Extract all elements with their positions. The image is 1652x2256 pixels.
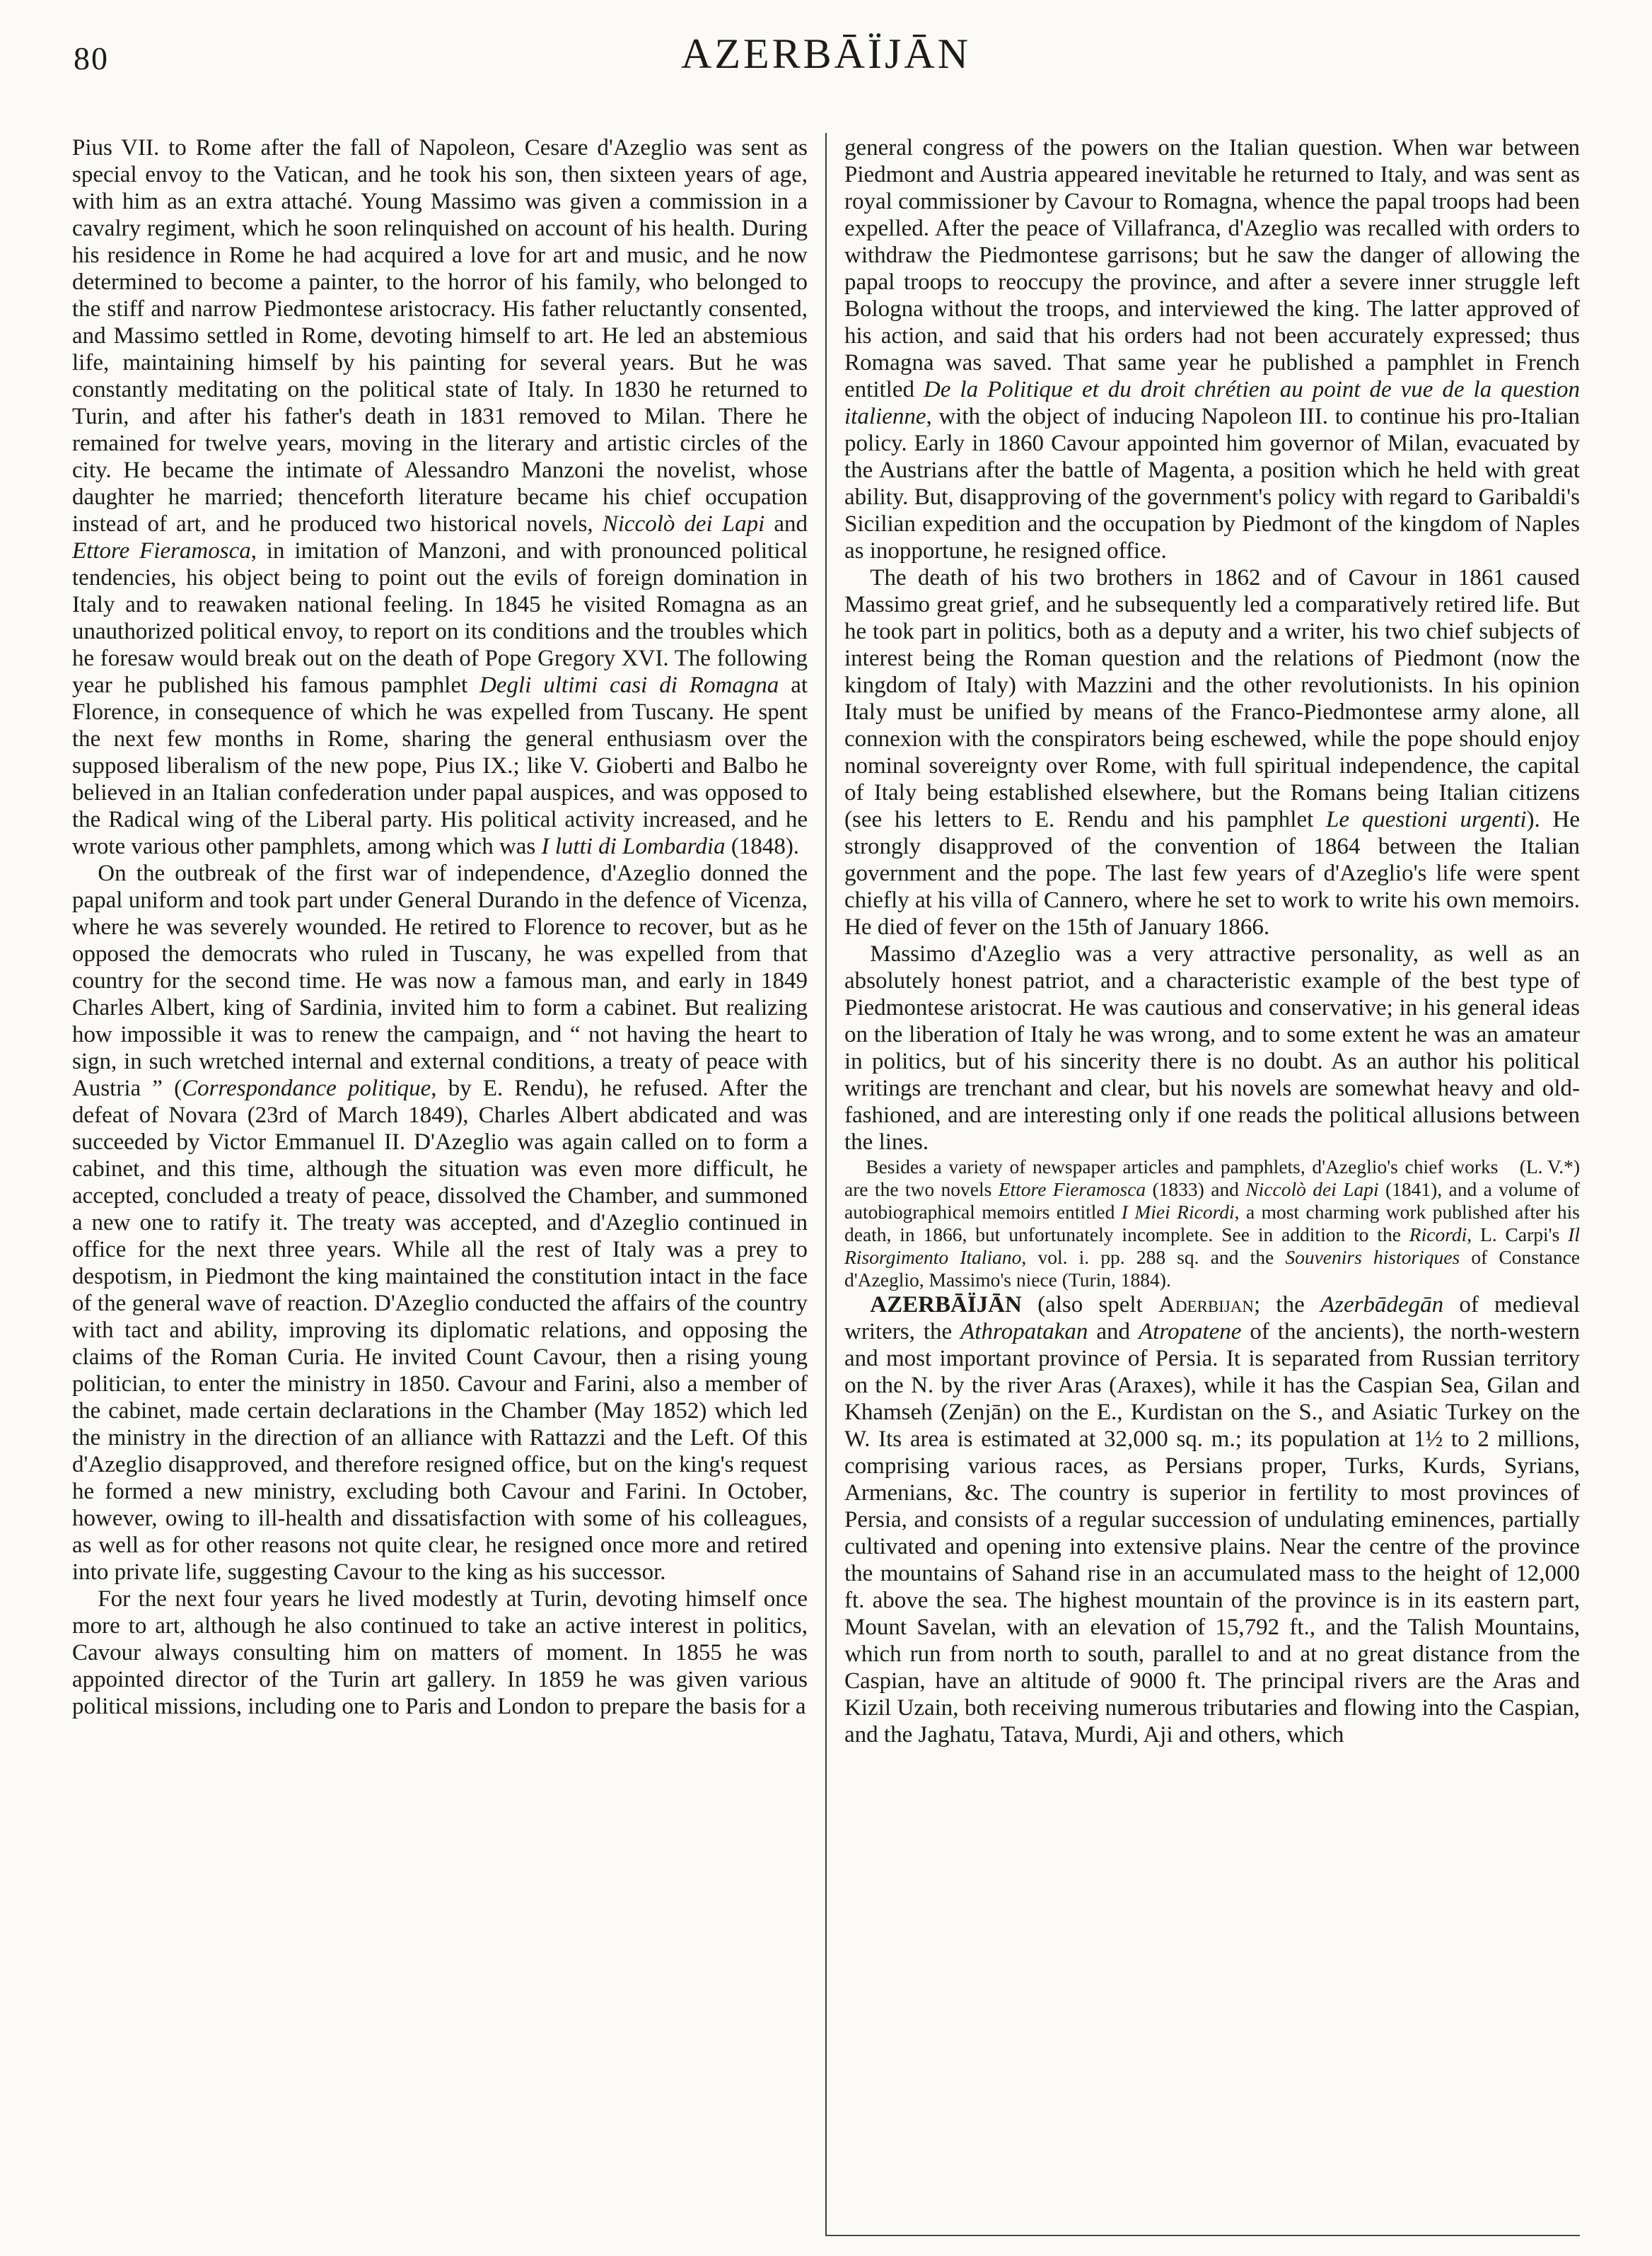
page-title: AZERBĀÏJĀN [681, 30, 971, 77]
paragraph: Pius VII. to Rome after the fall of Napoleon, Cesare d'Azeglio was sent as special envoy to the Vatican, and he took his son, then sixteen years of age, with him as an extra attaché. Young Massimo was given a commission in a cavalry regiment, which he soon relinquished on account of his health. During his residence in Rome he had acquired a love for art and music, and he now determined to become a painter, to the horror of his family, who belonged to the stiff and narrow Piedmontese aristocracy. His father reluctantly consented, and Massimo settled in Rome, devoting himself to art. He led an abstemious life, maintaining himself by his painting for several years. But he was constantly meditating on the political state of Italy. In 1830 he returned to Turin, and after his father's death in 1831 removed to Milan. There he remained for twelve years, moving in the literary and artistic circles of the city. He became the intimate of Alessandro Manzoni the novelist, whose daughter he married; thenceforth literature became his chief occupation instead of art, and he produced two historical novels, Niccolò dei Lapi and Ettore Fieramosca, in imitation of Manzoni, and with pronounced political tendencies, his object being to point out the evils of foreign domination in Italy and to reawaken national feeling. In 1845 he visited Romagna as an unauthorized political envoy, to report on its conditions and the troubles which he foresaw would break out on the death of Pope Gregory XVI. The following year he published his famous pamphlet Degli ultimi casi di Romagna at Florence, in consequence of which he was expelled from Tuscany. He spent the next few months in Rome, sharing the general enthusiasm over the supposed liberalism of the new pope, Pius IX.; like V. Gioberti and Balbo he believed in an Italian confederation under papal auspices, and was opposed to the Radical wing of the Liberal party. His political activity increased, and he wrote various other pamphlets, among which was I lutti di Lombardia (1848). [72, 135, 808, 859]
entry-paragraph-azerbaijan: AZERBĀÏJĀN (also spelt Aderbijan; the Azerbādegān of medieval writers, the Athropatakan and Atropatene of the ancients), the north-western and most important province of Persia. It is separated from Russian territory on the N. by the river Aras (Araxes), while it has the Caspian Sea, Gilan and Khamseh (Zenjān) on the E., Kurdistan on the S., and Asiatic Turkey on the W. Its area is estimated at 32,000 sq. m.; its population at 1½ to 2 millions, comprising various races, as Persians proper, Turks, Kurds, Syrians, Armenians, &c. The country is superior in fertility to most provinces of Persia, and consists of a regular succession of undulating eminences, partially cultivated and opening into extensive plains. Near the centre of the province the mountains of Sahand rise in an accumulated mass to the height of 12,000 ft. above the sea. The highest mountain of the province is in its eastern part, Mount Savelan, with an elevation of 15,792 ft., and the Talish Mountains, which run from north to south, parallel to and at no great distance from the Caspian, have an altitude of 9000 ft. The principal rivers are the Aras and Kizil Uzain, both receiving numerous tributaries and flowing into the Caspian, and the Jaghatu, Tatava, Murdi, Aji and others, which [844, 1292, 1581, 1748]
paragraph: Massimo d'Azeglio was a very attractive personality, as well as an absolutely honest patriot, and a characteristic example of the best type of Piedmontese aristocrat. He was cautious and conservative; in his general ideas on the liberation of Italy he was wrong, and to some extent he was an amateur in politics, but of his sincerity there is no doubt. As an author his political writings are trenchant and clear, but his novels are somewhat heavy and old-fashioned, and are interesting only if one reads the political allusions between the lines. [844, 941, 1580, 1155]
author-signature: (L. V.*) [1519, 1156, 1580, 1178]
paragraph: The death of his two brothers in 1862 and of Cavour in 1861 caused Massimo great grief, and he subsequently led a comparatively retired life. But he took part in politics, both as a deputy and a writer, his two chief subjects of interest being the Roman question and the relations of Piedmont (now the kingdom of Italy) with Mazzini and the other revolutionists. In his opinion Italy must be unified by means of the Franco-Piedmontese army alone, all connexion with the conspirators being eschewed, while the pope should enjoy nominal sovereignty over Rome, with full spiritual independence, the capital of Italy being established elsewhere, but the Romans being Italian citizens (see his letters to E. Rendu and his pamphlet Le questioni urgenti). He strongly disapproved of the convention of 1864 between the Italian government and the pope. The last few years of d'Azeglio's life were spent chiefly at his villa of Cannero, where he set to work to write his own memoirs. He died of fever on the 15th of January 1866. [844, 565, 1580, 940]
page-number: 80 [74, 40, 109, 76]
right-column [844, 134, 1580, 1748]
paragraph: On the outbreak of the first war of independence, d'Azeglio donned the papal uniform and took part under General Durando in the defence of Vicenza, where he was severely wounded. He retired to Florence to recover, but as he opposed the democrats who ruled in Tuscany, he was expelled from that country for the second time. He was now a famous man, and early in 1849 Charles Albert, king of Sardinia, invited him to form a cabinet. But realizing how impossible it was to renew the campaign, and “ not having the heart to sign, in such wretched internal and external conditions, a treaty of peace with Austria ” (Correspondance politique, by E. Rendu), he refused. After the defeat of Novara (23rd of March 1849), Charles Albert abdicated and was succeeded by Victor Emmanuel II. D'Azeglio was again called on to form a cabinet, and this time, although the situation was even more difficult, he accepted, concluded a treaty of peace, dissolved the Chamber, and summoned a new one to ratify it. The treaty was accepted, and d'Azeglio continued in office for the next three years. While all the rest of Italy was a prey to despotism, in Piedmont the king maintained the constitution intact in the face of the general wave of reaction. D'Azeglio conducted the affairs of the country with tact and ability, improving its diplomatic relations, and opposing the claims of the Roman Curia. He invited Count Cavour, then a rising young politician, to enter the ministry in 1850. Cavour and Farini, also a member of the cabinet, made certain declarations in the Chamber (May 1852) which led the ministry in the direction of an alliance with Rattazzi and the Left. Of this d'Azeglio disapproved, and therefore resigned office, but on the king's request he formed a new ministry, excluding both Cavour and Farini. In October, however, owing to ill-health and dissatisfaction with some of his colleagues, as well as for other reasons not quite clear, he resigned once more and retired into private life, suggesting Cavour to the king as his successor. [72, 861, 808, 1585]
paragraph: For the next four years he lived modestly at Turin, devoting himself once more to art, although he also continued to take an active interest in politics, Cavour always consulting him on matters of moment. In 1855 he was appointed director of the Turin art gallery. In 1859 he was given various political missions, including one to Paris and London to prepare the basis for a [72, 1586, 808, 1719]
bibliography-paragraph [844, 1156, 1580, 1291]
page-header [0, 30, 1652, 115]
column-divider-rule [825, 133, 827, 2236]
bibliography-text: Besides a variety of newspaper articles and pamphlets, d'Azeglio's chief works are the two novels Ettore Fieramosca (1833) and Niccolò dei Lapi (1841), and a volume of autobiographical memoirs entitled I Miei Ricordi, a most charming work published after his death, in 1866, but unfortunately incomplete. See in addition to the Ricordi, L. Carpi's Il Risorgimento Italiano, vol. i. pp. 288 sq. and the Souvenirs historiques of Constance d'Azeglio, Massimo's niece (Turin, 1884). [844, 1156, 1580, 1291]
paragraph: general congress of the powers on the Italian question. When war between Piedmont and Austria appeared inevitable he returned to Italy, and was sent as royal commissioner by Cavour to Romagna, whence the papal troops had been expelled. After the peace of Villafranca, d'Azeglio was recalled with orders to withdraw the Piedmontese garrisons; but he saw the danger of allowing the papal troops to reoccupy the province, and after a severe inner struggle left Bologna without the troops, and interviewed the king. The latter approved of his action, and said that his orders had not been accurately expressed; thus Romagna was saved. That same year he published a pamphlet in French entitled De la Politique et du droit chrétien au point de vue de la question italienne, with the object of inducing Napoleon III. to continue his pro-Italian policy. Early in 1860 Cavour appointed him governor of Milan, evacuated by the Austrians after the battle of Magenta, a position which he held with great ability. But, disapproving of the government's policy with regard to Garibaldi's Sicilian expedition and the occupation by Piedmont of the kingdom of Naples as inopportune, he resigned office. [844, 135, 1581, 564]
left-column [72, 134, 808, 1748]
bottom-rule [825, 2235, 1580, 2236]
